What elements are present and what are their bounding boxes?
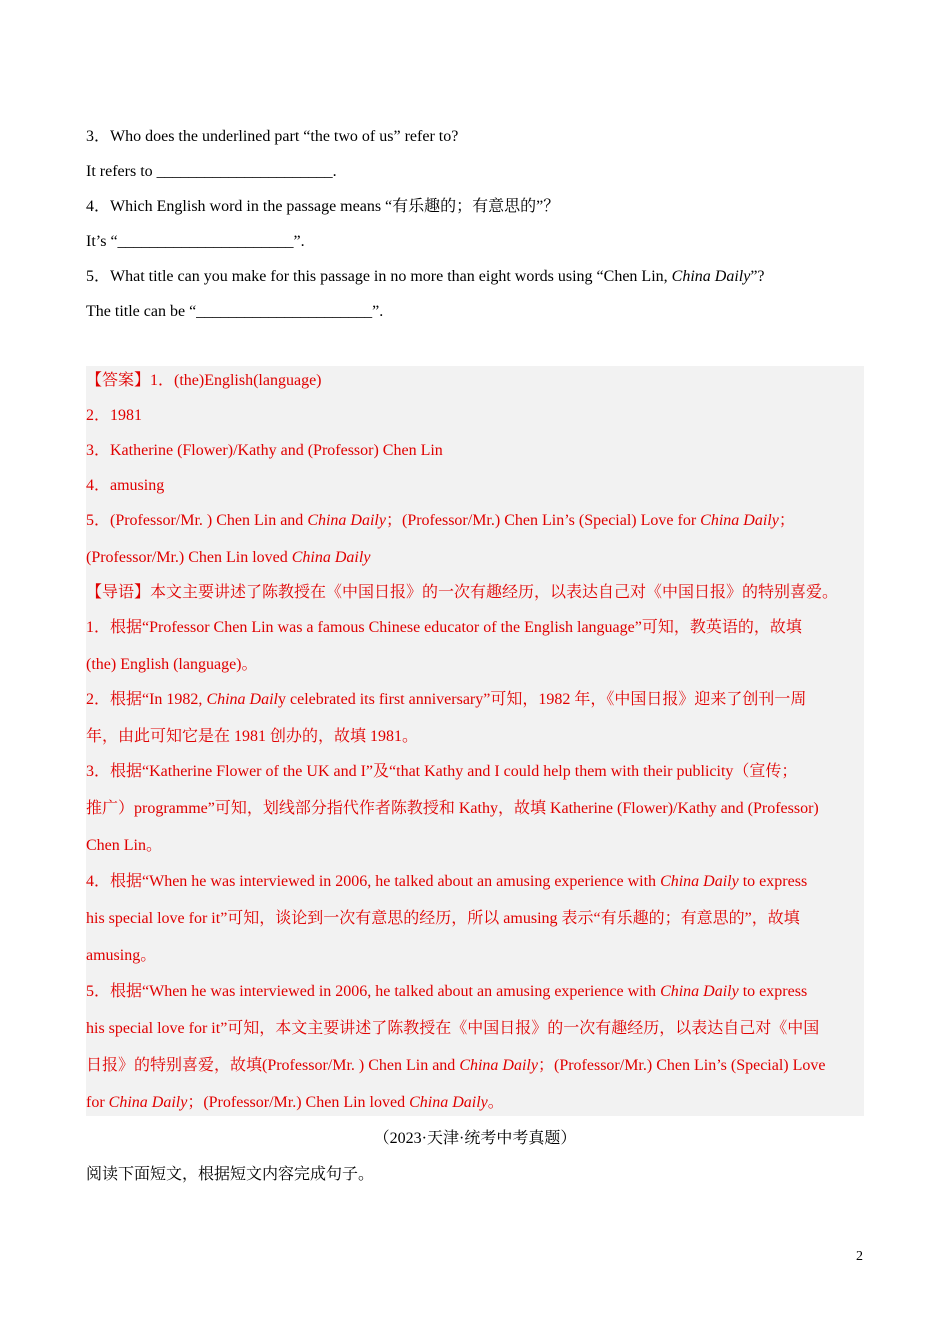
answer-blank-5: The title can be “______________________”. xyxy=(86,303,384,320)
explain-1: 1．根据“Professor Chen Lin was a famous Chinese educator of the English language”可知，教英语的，故填 xyxy=(86,619,802,636)
explain-intro: 【导语】本文主要讲述了陈教授在《中国日报》的一次有趣经历，以表达自己对《中国日报》的特别喜爱。 xyxy=(86,584,839,601)
explain-3-cont: 推广）programme”可知，划线部分指代作者陈教授和 Kathy，故填 Katherine (Flower)/Kathy and (Professor) xyxy=(86,800,819,817)
explain-5-cont2: 日报》的特别喜爱，故填(Professor/Mr. ) Chen Lin and China Daily；(Professor/Mr.) Chen Lin’s (Special) Love xyxy=(86,1057,826,1074)
explain-1-cont: (the) English (language)。 xyxy=(86,656,258,673)
explain-4-cont: his special love for it”可知，谈论到一次有意思的经历，所以 amusing 表示“有乐趣的；有意思的”，故填 xyxy=(86,910,800,927)
answer-5-cont: (Professor/Mr.) Chen Lin loved China Daily xyxy=(86,549,371,566)
answer-blank-4: It’s “______________________”. xyxy=(86,233,305,250)
explain-5: 5．根据“When he was interviewed in 2006, he talked about an amusing experience with China Daily to express xyxy=(86,983,808,1000)
answer-5: 5．(Professor/Mr. ) Chen Lin and China Daily；(Professor/Mr.) Chen Lin’s (Special) Love for China Daily； xyxy=(86,512,795,529)
explain-4: 4．根据“When he was interviewed in 2006, he talked about an amusing experience with China Daily to express xyxy=(86,873,808,890)
explain-3: 3．根据“Katherine Flower of the UK and I”及“that Kathy and I could help them with their publicity（宣传； xyxy=(86,763,798,780)
source-note: （2023·天津·统考中考真题） xyxy=(373,1130,577,1147)
question-4: 4．Which English word in the passage means “有乐趣的；有意思的”？ xyxy=(86,198,560,215)
explain-4-cont2: amusing。 xyxy=(86,947,157,964)
explain-5-cont: his special love for it”可知，本文主要讲述了陈教授在《中国日报》的一次有趣经历，以表达自己对《中国 xyxy=(86,1020,820,1037)
page-number: 2 xyxy=(856,1249,863,1264)
answer-2: 2．1981 xyxy=(86,407,143,424)
explain-2-cont: 年，由此可知它是在 1981 创办的，故填 1981。 xyxy=(86,728,419,745)
explain-2: 2．根据“In 1982, China Daily celebrated its first anniversary”可知，1982 年，《中国日报》迎来了创刊一周 xyxy=(86,691,807,708)
answer-3: 3．Katherine (Flower)/Kathy and (Professor) Chen Lin xyxy=(86,442,443,459)
question-3: 3．Who does the underlined part “the two of us” refer to? xyxy=(86,128,459,145)
answer-1: 【答案】1．(the)English(language) xyxy=(86,372,322,389)
explain-3-cont2: Chen Lin。 xyxy=(86,837,162,854)
answer-blank-3: It refers to ______________________. xyxy=(86,163,337,180)
explain-5-cont3: for China Daily；(Professor/Mr.) Chen Lin loved China Daily。 xyxy=(86,1094,504,1111)
answer-4: 4．amusing xyxy=(86,477,165,494)
instruction: 阅读下面短文，根据短文内容完成句子。 xyxy=(86,1166,375,1183)
question-5: 5．What title can you make for this passage in no more than eight words using “Chen Lin, China Daily”? xyxy=(86,268,765,285)
